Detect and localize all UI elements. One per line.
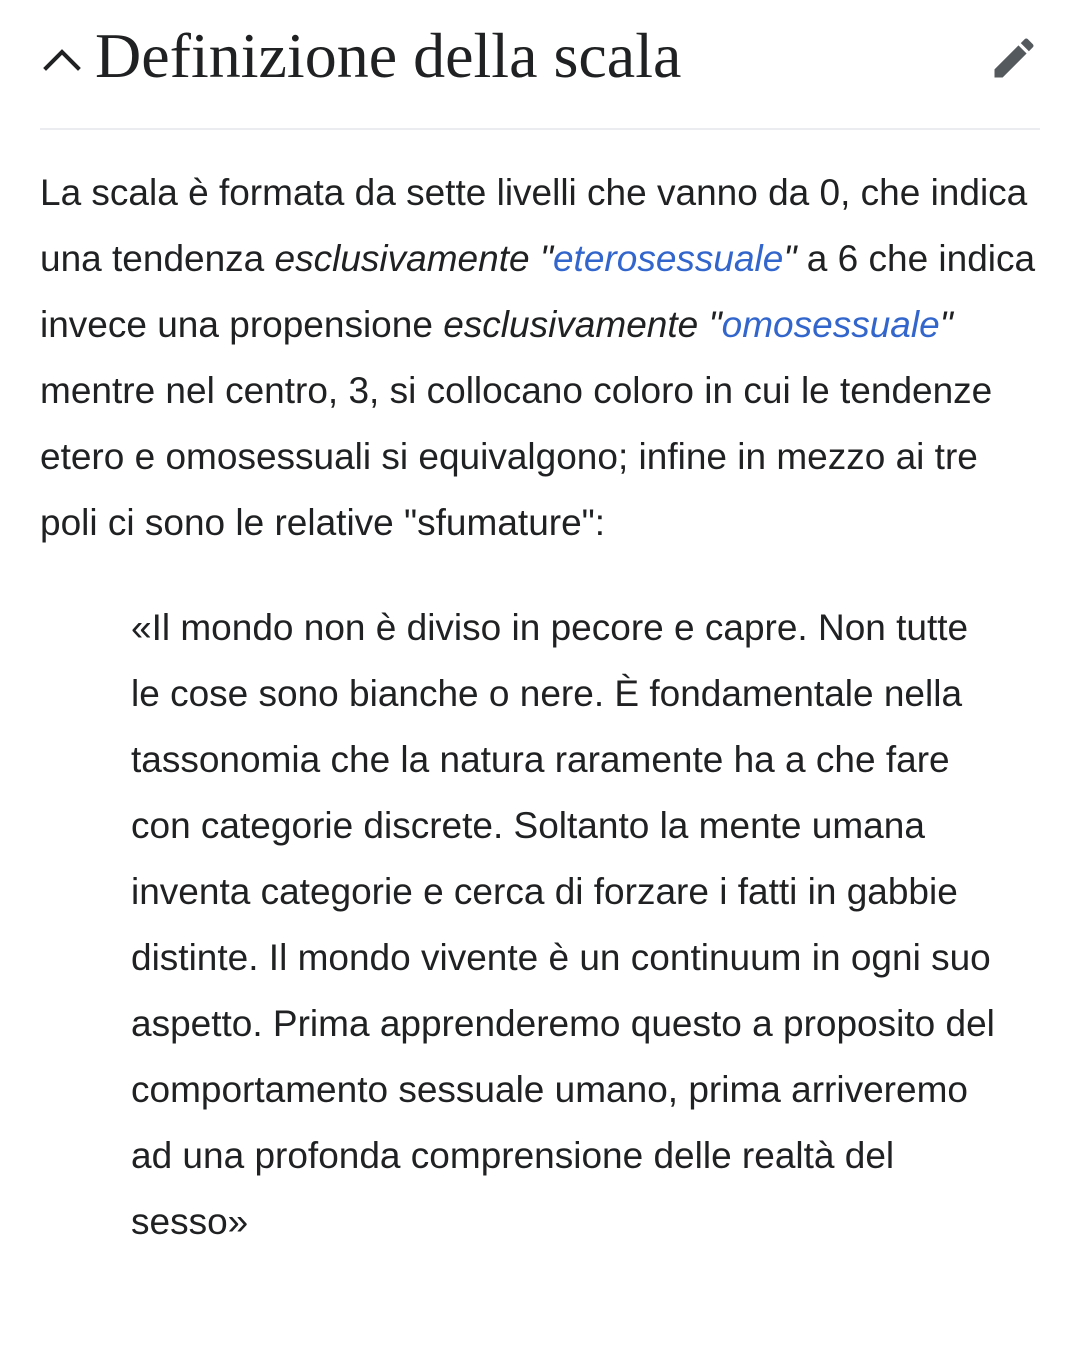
paragraph-text: mentre nel centro, 3, si collocano coloro in cui le tendenze etero e omosessuali si equivalgono; infine in mezzo ai tre poli ci sono le relative "sfumature": [40,370,993,543]
pencil-icon[interactable] [988,32,1040,84]
paragraph-text: La scala è formata da sette livelli che vanno da 0, che indica una tendenza [40,172,1028,279]
kinsey-quote: «Il mondo non è diviso in pecore e capre. Non tutte le cose sono bianche o nere. È fondamentale nella tassonomia che la natura raramente ha a che fare con categorie discrete. Soltanto la mente umana inventa categorie e cerca di forzare i fatti in gabbie distinte. Il mondo vivente è un continuum in ogni suo aspetto. Prima apprenderemo questo a proposito del comportamento sessuale umano, prima arriveremo ad una profonda comprensione delle realtà del sesso» [131,607,995,1242]
paragraph-quote-mark: " [939,304,953,345]
paragraph-emphasis: esclusivamente [443,304,699,345]
section-paragraph [40,160,1040,556]
paragraph-quote-mark: " [698,304,722,345]
chevron-up-icon[interactable] [40,38,84,82]
paragraph-text: a 6 che indica invece una propensione [40,238,1036,345]
paragraph-emphasis: esclusivamente [274,238,530,279]
link-omosessuale[interactable]: omosessuale [721,304,940,345]
paragraph-quote-mark: " [783,238,797,279]
paragraph-quote-mark: " [529,238,553,279]
link-eterosessuale[interactable]: eterosessuale [552,238,784,279]
section-header[interactable] [40,0,1040,130]
section-title: Definizione della scala [95,20,682,91]
